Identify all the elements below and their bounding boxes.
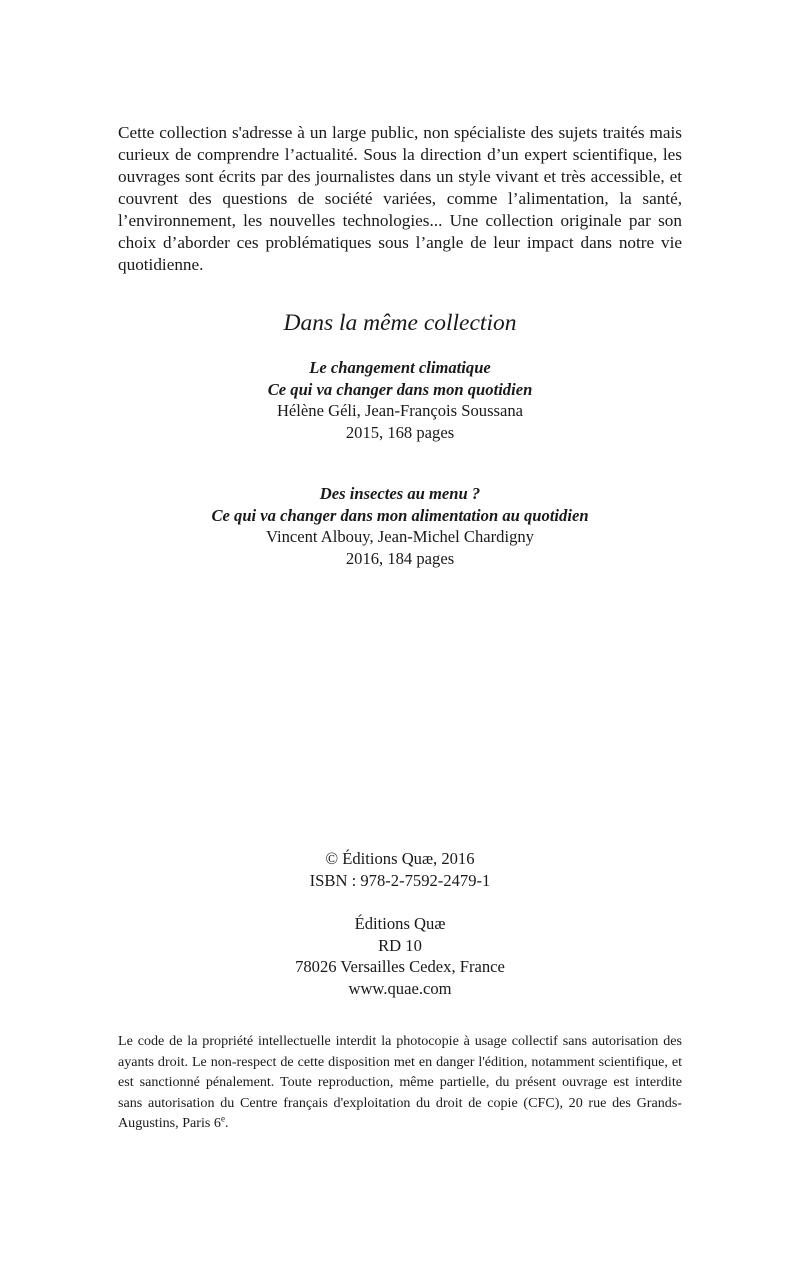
legal-end: . [224, 1115, 229, 1131]
publisher-info [0, 848, 800, 1000]
legal-text: Le code de la propriété intellectuelle interdit la photocopie à usage collectif sans autorisation des ayants droit. Le non-respect de cette disposition met en danger l'édition, notamment scientifique, et est sanctionné pénalement. Toute reproduction, même partielle, du présent ouvrage est interdite sans autorisation du Centre français d'exploitation du droit de copie (CFC), 20 rue des Grands-Augustins, Paris 6 [118, 1033, 682, 1131]
legal-superscript: e [220, 1113, 225, 1124]
book-title: Le changement climatique [309, 358, 491, 377]
book-authors: Hélène Géli, Jean-François Soussana [276, 401, 524, 420]
publisher-road: RD 10 [378, 935, 422, 955]
book-details: 2015, 168 pages [345, 422, 455, 442]
copyright-notice: © Éditions Quæ, 2016 [325, 849, 475, 868]
book-details: 2016, 184 pages [345, 548, 455, 568]
book-entry [0, 357, 800, 443]
publisher-city: 78026 Versailles Cedex, France [295, 957, 505, 977]
book-subtitle: Ce qui va changer dans mon quotidien [267, 379, 533, 399]
book-entry [0, 483, 800, 569]
book-authors: Vincent Albouy, Jean-Michel Chardigny [266, 527, 534, 546]
isbn: ISBN : 978-2-7592-2479-1 [309, 870, 491, 890]
legal-notice [118, 1031, 682, 1134]
book-title: Des insectes au menu ? [319, 484, 481, 503]
publisher-website: www.quae.com [348, 978, 452, 998]
collection-heading: Dans la même collection [283, 310, 517, 336]
publisher-name: Éditions Quæ [354, 914, 446, 934]
spacer [0, 891, 800, 913]
book-subtitle: Ce qui va changer dans mon alimentation au quotidien [211, 505, 589, 525]
collection-description: Cette collection s'adresse à un large public, non spécialiste des sujets traités mais curieux de comprendre l’actualité. Sous la direction d’un expert scientifique, les ouvrages sont écrits par des journalistes dans un style vivant et très accessible, et couvrent des questions de société variées, comme l’alimentation, la santé, l’environnement, les nouvelles technologies... Une collection originale par son choix d’aborder ces problématiques sous l’angle de leur impact dans notre vie quotidienne. [118, 123, 682, 274]
